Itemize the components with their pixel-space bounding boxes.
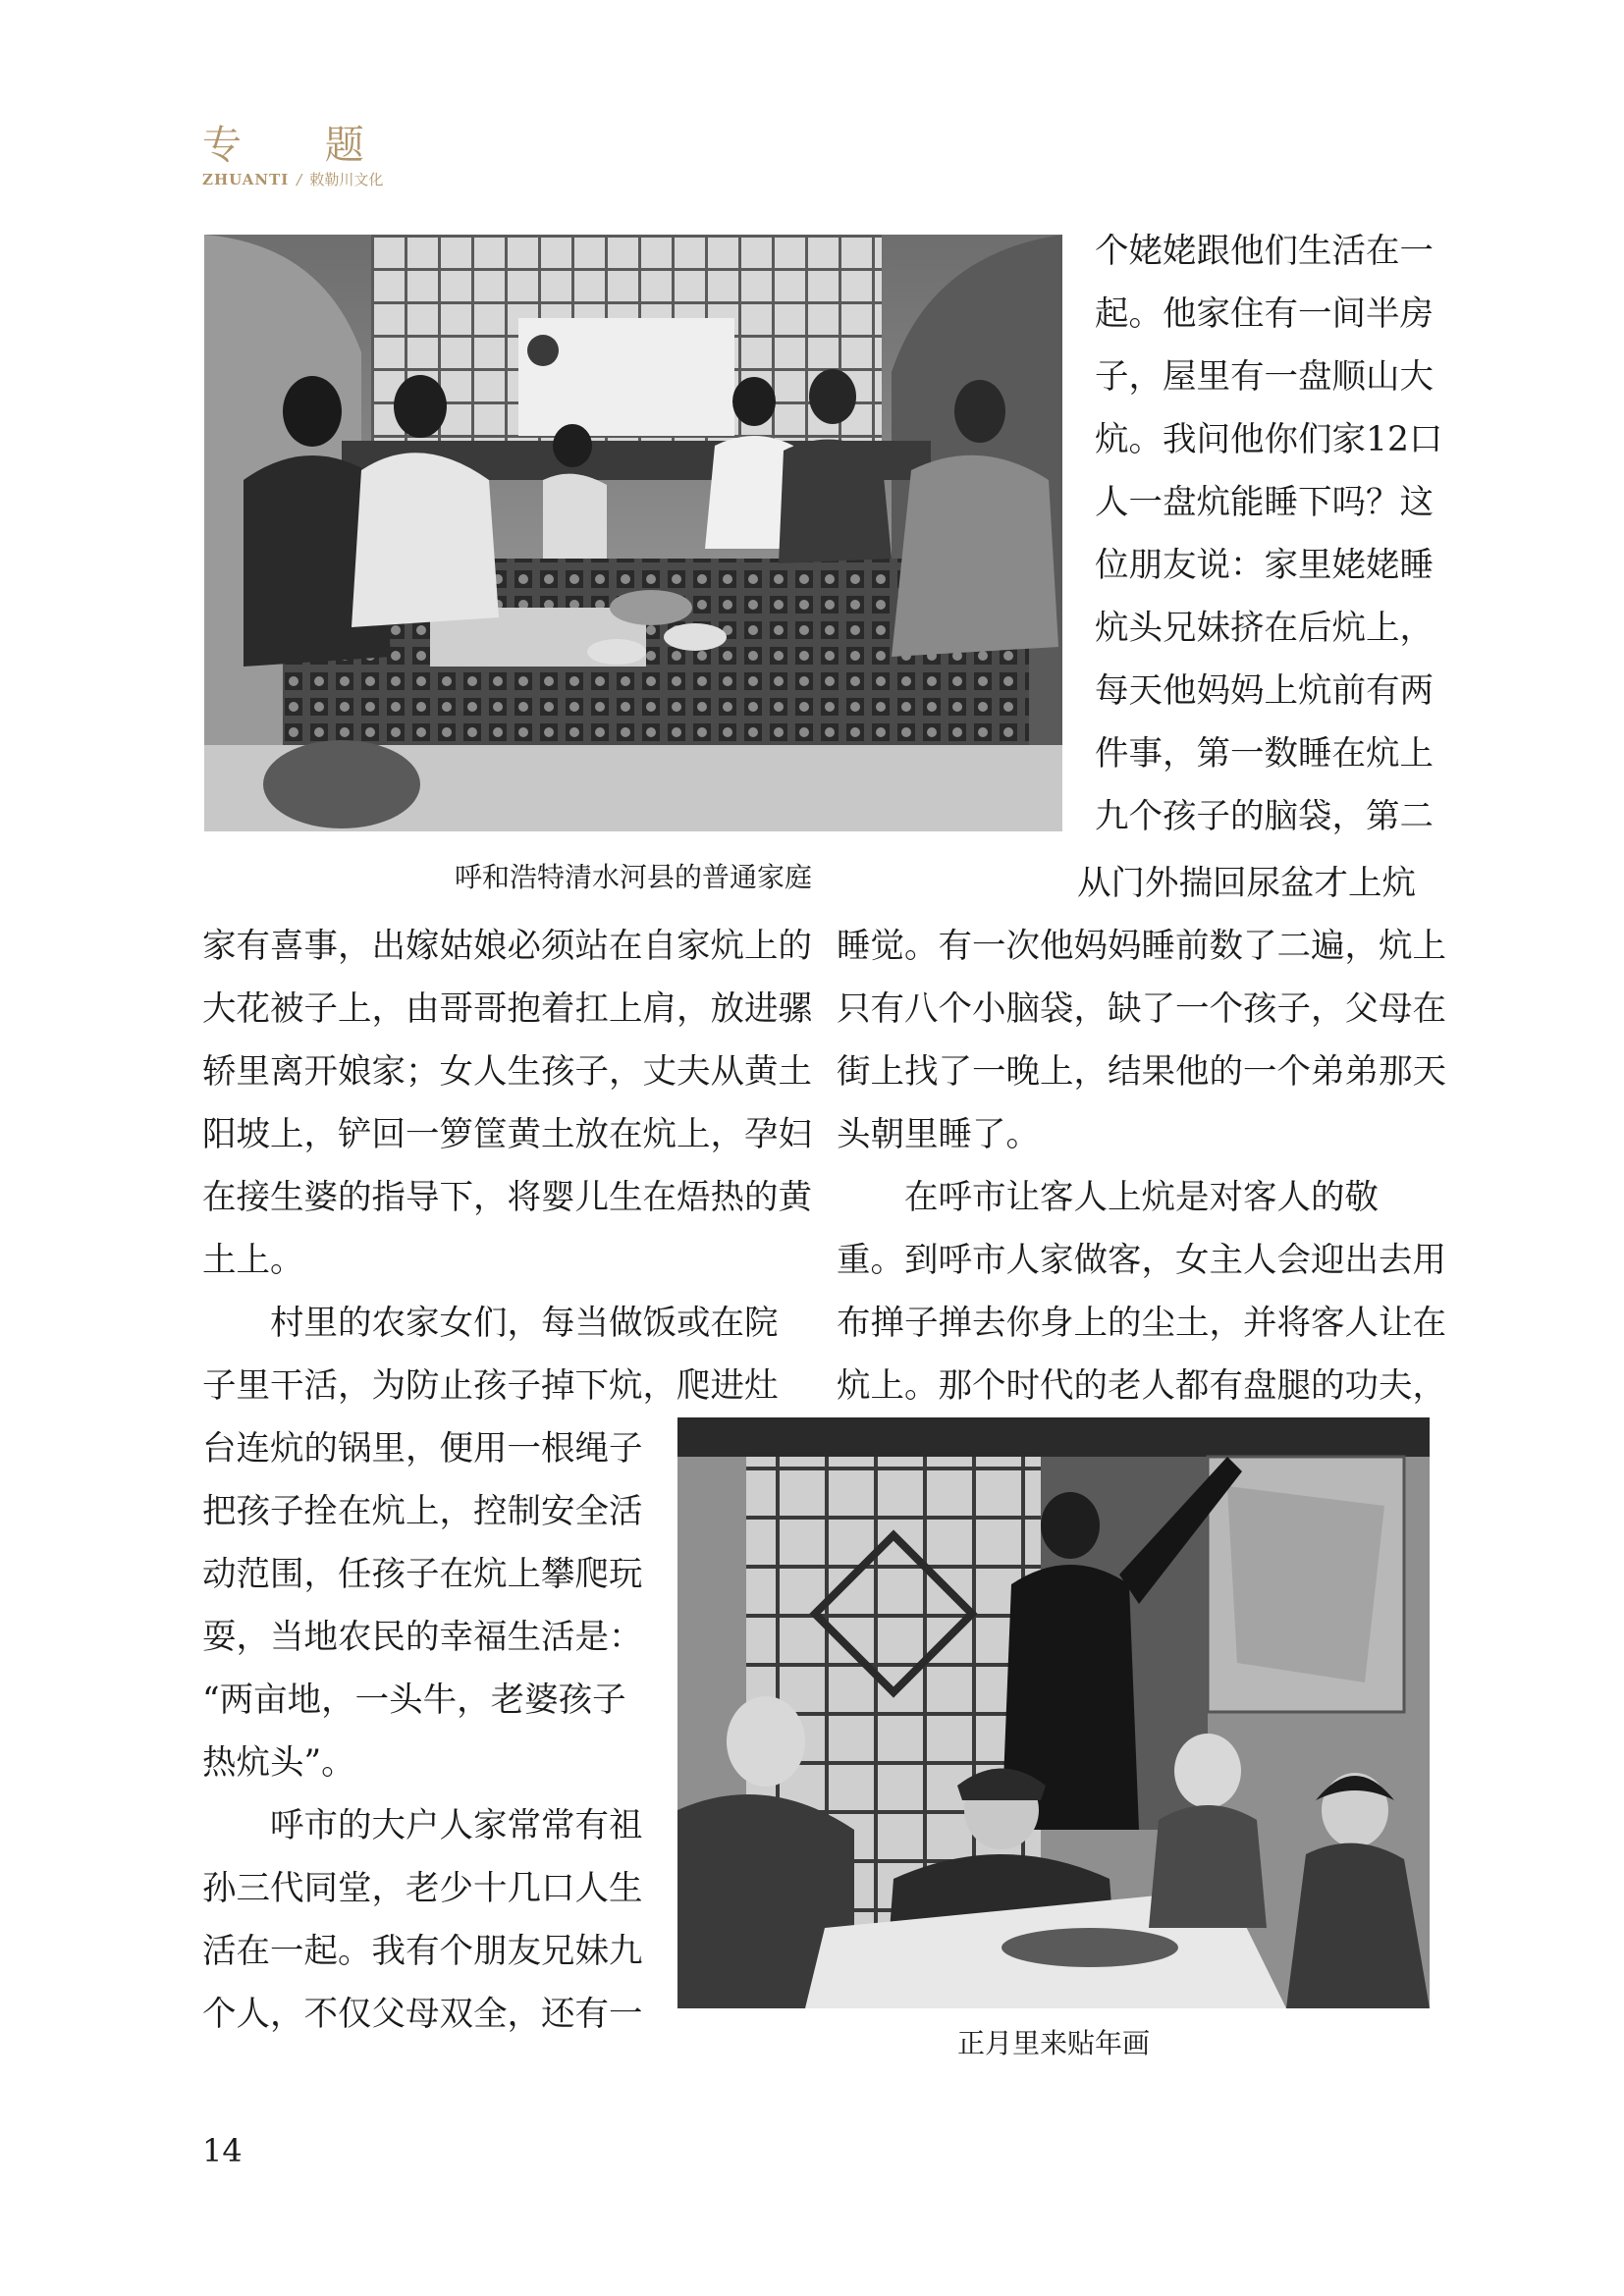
text-line: 土上。 [202, 1241, 304, 1280]
text-line: 个人，不仅父母双全，还有一 [202, 1995, 643, 2034]
text-line: 呼市的大户人家常常有祖 [202, 1806, 643, 1845]
text-line: 从门外揣回尿盆才上炕 [1077, 864, 1416, 903]
text-line: 活在一起。我有个朋友兄妹九 [202, 1932, 643, 1971]
text-line: 阳坡上，铲回一箩筐黄土放在炕上，孕妇 [202, 1115, 812, 1154]
text-line: 炕上。那个时代的老人都有盘腿的功夫， [837, 1366, 1446, 1406]
text-line: 耍，当地农民的幸福生活是： [202, 1618, 643, 1657]
text-line: 人一盘炕能睡下吗？这 [1095, 483, 1434, 522]
photo-caption: 正月里来贴年画 [956, 2027, 1150, 2059]
text-line: 位朋友说：家里姥姥睡 [1095, 546, 1434, 585]
text-line: 个姥姥跟他们生活在一 [1095, 232, 1434, 271]
text-line: 炕。我问他你们家12口 [1095, 420, 1443, 459]
text-line: 只有八个小脑袋，缺了一个孩子，父母在 [837, 989, 1446, 1029]
text-line: 街上找了一晚上，结果他的一个弟弟那天 [837, 1052, 1446, 1092]
text-line: “两亩地，一头牛，老婆孩子 [202, 1681, 626, 1720]
text-line: 九个孩子的脑袋，第二 [1095, 797, 1434, 836]
text-line: 每天他妈妈上炕前有两 [1095, 671, 1434, 711]
text-line: 动范围，任孩子在炕上攀爬玩 [202, 1555, 643, 1594]
photo-family-on-kang [204, 235, 1062, 831]
photo-new-year-pictures [677, 1417, 1430, 2008]
text-line: 头朝里睡了。 [837, 1115, 1040, 1154]
text-line: 村里的农家女们，每当做饭或在院 [202, 1304, 779, 1343]
text-line: 孙三代同堂，老少十几口人生 [202, 1869, 643, 1908]
text-line: 睡觉。有一次他妈妈睡前数了二遍，炕上 [837, 927, 1446, 966]
text-line: 重。到呼市人家做客，女主人会迎出去用 [837, 1241, 1446, 1280]
section-subtitle [202, 169, 383, 189]
photo-caption: 呼和浩特清水河县的普通家庭 [454, 861, 812, 893]
text-line: 家有喜事，出嫁姑娘必须站在自家炕上的 [202, 927, 812, 966]
text-line: 把孩子拴在炕上，控制安全活 [202, 1492, 643, 1531]
text-line: 子里干活，为防止孩子掉下炕，爬进灶 [202, 1366, 779, 1406]
section-slash: / [297, 171, 302, 188]
text-line: 在接生婆的指导下，将婴儿生在焐热的黄 [202, 1178, 812, 1217]
text-line: 件事，第一数睡在炕上 [1095, 734, 1434, 774]
text-line: 起。他家住有一间半房 [1095, 294, 1434, 334]
section-name: 敕勒川文化 [309, 171, 384, 188]
text-line: 炕头兄妹挤在后炕上， [1095, 609, 1434, 648]
text-line: 子，屋里有一盘顺山大 [1095, 357, 1434, 397]
text-line: 热炕头”。 [202, 1743, 355, 1783]
text-line: 台连炕的锅里，便用一根绳子 [202, 1429, 643, 1468]
text-line: 大花被子上，由哥哥抱着扛上肩，放进骡 [202, 989, 812, 1029]
text-line: 在呼市让客人上炕是对客人的敬 [837, 1178, 1379, 1217]
section-title: 专 题 [202, 123, 400, 168]
text-line: 布掸子掸去你身上的尘土，并将客人让在 [837, 1304, 1446, 1343]
text-line: 轿里离开娘家；女人生孩子，丈夫从黄土 [202, 1052, 812, 1092]
section-latin: ZHUANTI [202, 171, 290, 188]
page-number: 14 [202, 2132, 243, 2169]
